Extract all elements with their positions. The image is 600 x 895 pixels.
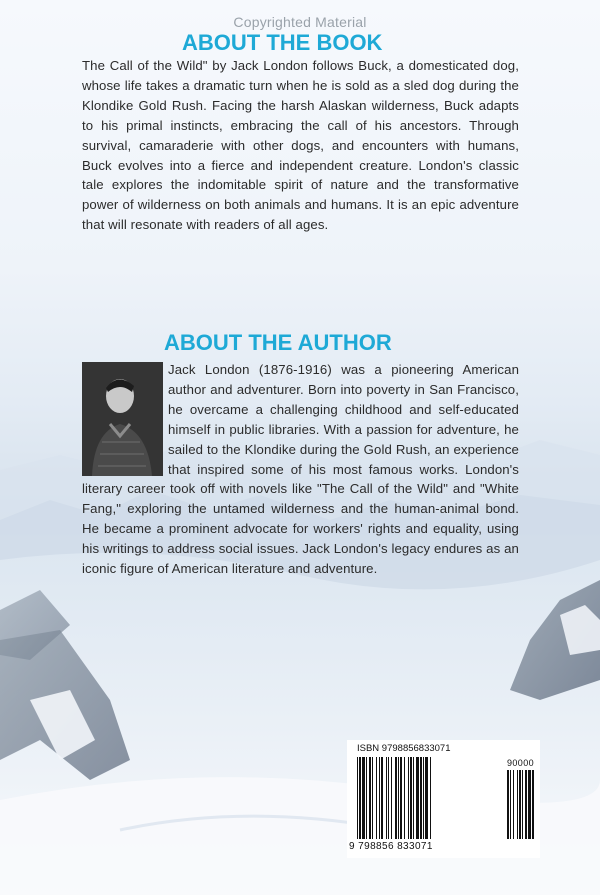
author-photo [82, 362, 163, 476]
isbn-label: ISBN 9798856833071 [357, 743, 451, 754]
isbn-barcode-box [347, 740, 540, 858]
copyright-watermark: Copyrighted Material [233, 14, 367, 30]
author-bio-text: Jack London (1876-1916) was a pioneering American author and adventurer. Born into poverty in San Francisco, he overcame a challenging childhood and self-educated himself in public libraries. With a passion for adventure, he sailed to the Klondike during the Gold Rush, an experience that inspired some of his most famous works. London's literary career took off with novels like "The Call of the Wild" and "White Fang," exploring the untamed wilderness and the human-animal bond. He became a prominent advocate for workers' rights and equality, using his writings to address social issues. Jack London's legacy endures as an iconic figure of American literature and adventure. [82, 362, 519, 577]
price-code: 90000 [507, 758, 535, 768]
about-author-heading: ABOUT THE AUTHOR [164, 330, 392, 355]
book-description: The Call of the Wild" by Jack London follows Buck, a domesticated dog, whose life takes a dramatic turn when he is sold as a sled dog during the Klondike Gold Rush. Facing the harsh Alaskan wilderness, Buck adapts to his primal instincts, embracing the call of his ancestors. Through survival, camaraderie with other dogs, and encounters with humans, Buck evolves into a fierce and independent creature. London's classic tale explores the indomitable spirit of nature and the transformative power of wilderness on both animals and humans. It is an epic adventure that will resonate with readers of all ages. [82, 58, 519, 233]
isbn-digits: 9 798856 833071 [349, 841, 433, 852]
author-bio-block [82, 360, 519, 579]
about-book-heading: ABOUT THE BOOK [182, 30, 383, 55]
